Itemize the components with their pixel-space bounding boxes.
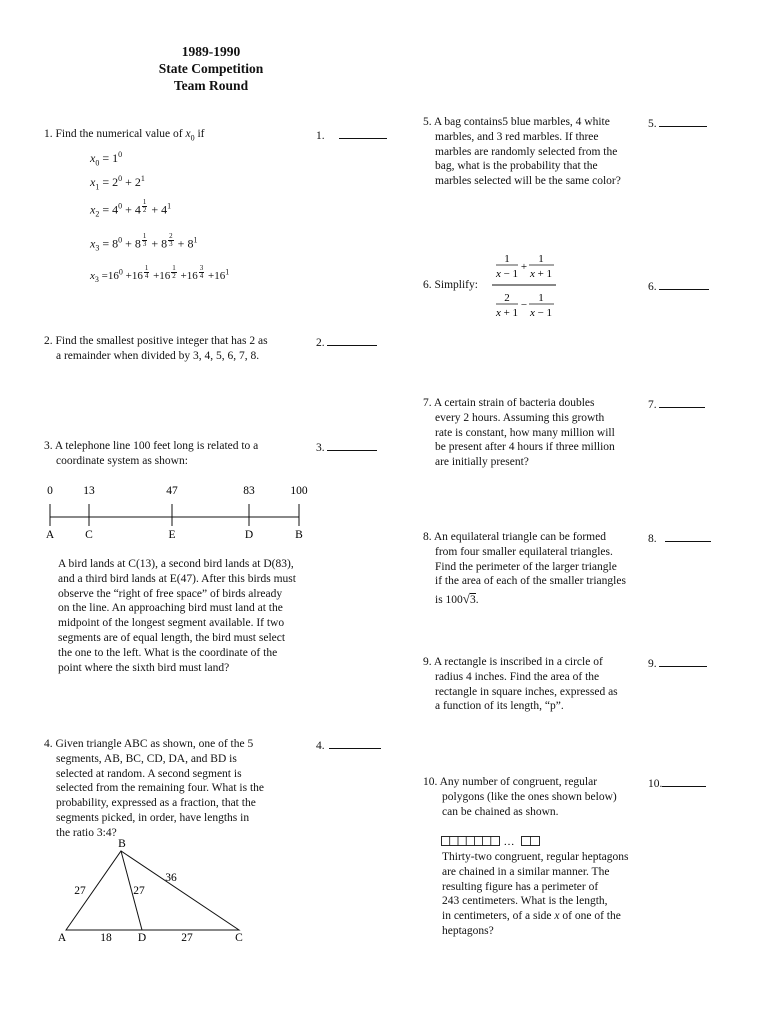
question-1: 1. Find the numerical value of $x_0$ if <box>44 128 205 143</box>
tick-label-13: 13 <box>83 485 95 497</box>
page-title <box>111 43 311 94</box>
svg-text:−: − <box>520 299 528 311</box>
chained-squares-figure <box>441 834 541 848</box>
question-4: 4. Given triangle ABC as shown, one of the 5 segments, AB, BC, CD, DA, and BD is selected at random. A second segment is selected from the remaining four. What is the probability, expressed as a fraction, that the segments picked, in order, have lengths in the ratio 3:4? <box>44 738 264 839</box>
chain-dots: … <box>503 836 515 848</box>
answer-1[interactable]: 1. <box>316 127 387 144</box>
length-ad: 18 <box>100 932 112 944</box>
question-5: 5. A bag contains5 blue marbles, 4 white marbles, and 3 red marbles. If three marbles are randomly selected from the bag, what is the probability that the marbles selected will be the same color? <box>423 116 621 188</box>
question-8: 8. An equilateral triangle can be formed from four smaller equilateral triangles. Find the perimeter of the larger triangle if the area of each of the smaller triangles is 100√3. <box>423 531 626 607</box>
vertex-c: C <box>235 932 243 944</box>
vertex-b: B <box>118 838 126 850</box>
equation-x0: $x_0 = 1^0$ <box>90 150 123 168</box>
equation-x3: $x_3 = 8^0 + 8$ $^{\frac{1}{3}}$ + 8 $^{\frac{2}{3}}$ + $8^1$ <box>90 232 198 253</box>
svg-text:x − 1: x − 1 <box>495 268 519 280</box>
title-competition: State Competition <box>158 61 264 76</box>
length-dc: 27 <box>181 932 193 944</box>
length-bc: 36 <box>165 872 177 884</box>
question-3-paragraph: A bird lands at C(13), a second bird lands at D(83), and a third bird lands at E(47). After this birds must observe the “right of free space” of birds already on the line. An approaching bird must land at the midpoint of the longest segment available. If two segments are of equal length, the bird must select the one to the left. What is the coordinate of the point where the sixth bird must land? <box>58 558 296 674</box>
question-7: 7. A certain strain of bacteria doubles every 2 hours. Assuming this growth rate is constant, how many million will be present after 4 hours if three million are initially present? <box>423 397 615 469</box>
tick-label-83: 83 <box>243 485 255 497</box>
question-3: 3. A telephone line 100 feet long is related to a coordinate system as shown: <box>44 440 259 467</box>
svg-text:1: 1 <box>504 253 510 265</box>
point-label-b: B <box>295 529 303 541</box>
equation-x2: $x_2 = 4^0 + 4$ $^{\frac{1}{2}}$ + $4^1$ <box>90 198 172 219</box>
answer-5[interactable]: 5. <box>648 115 707 132</box>
title-years: 1989-1990 <box>181 44 241 59</box>
number-line-ticks <box>50 504 299 526</box>
triangle-abc-diagram <box>50 838 260 948</box>
svg-text:+: + <box>520 261 528 273</box>
svg-text:1: 1 <box>538 253 544 265</box>
equation-x1: $x_1 = 2^0 + 2^1$ <box>90 174 145 192</box>
question-2: 2. Find the smallest positive integer that has 2 as a remainder when divided by 3, 4, 5, 6, 7, 8. <box>44 335 268 362</box>
point-label-d: D <box>244 529 254 541</box>
answer-7[interactable]: 7. <box>648 396 705 413</box>
svg-text:1: 1 <box>538 292 544 304</box>
title-round: Team Round <box>173 78 249 93</box>
point-label-e: E <box>168 529 176 541</box>
question-10: 10. Any number of congruent, regular polygons (like the ones shown below) can be chained as shown. <box>423 776 617 818</box>
point-label-c: C <box>85 529 93 541</box>
equation-x4: $x_3 =16^0 +16$ $^{\frac{1}{4}}$ +16 $^{\frac{1}{2}}$ +16 $^{\frac{3}{4}}$ $+16^1$ <box>90 264 230 285</box>
number-line-diagram <box>40 480 330 544</box>
vertex-d: D <box>137 932 147 944</box>
length-ab: 27 <box>74 885 86 897</box>
answer-2[interactable]: 2. <box>316 334 377 351</box>
answer-3[interactable]: 3. <box>316 439 377 456</box>
svg-text:x − 1: x − 1 <box>529 307 553 319</box>
svg-text:2: 2 <box>504 292 510 304</box>
vertex-a: A <box>57 932 67 944</box>
simplify-expression <box>488 246 563 326</box>
answer-8[interactable]: 8. <box>648 530 711 547</box>
answer-10[interactable]: 10. <box>648 775 706 792</box>
answer-9[interactable]: 9. <box>648 655 707 672</box>
answer-4[interactable]: 4. <box>316 737 381 754</box>
question-6: 6. Simplify: <box>423 279 478 291</box>
question-9: 9. A rectangle is inscribed in a circle of radius 4 inches. Find the area of the rectangle in square inches, expressed as a function of its length, “p”. <box>423 656 618 713</box>
tick-label-0: 0 <box>47 485 53 497</box>
svg-text:x + 1: x + 1 <box>495 307 519 319</box>
svg-text:x + 1: x + 1 <box>529 268 553 280</box>
answer-6[interactable]: 6. <box>648 278 709 295</box>
question-10-paragraph: Thirty-two congruent, regular heptagons are chained in a similar manner. The resulting figure has a perimeter of 243 centimeters. What is the length, in centimeters, of a side x of one of the heptagons? <box>442 851 629 937</box>
tick-label-47: 47 <box>166 485 178 497</box>
point-label-a: A <box>45 529 55 541</box>
length-bd: 27 <box>133 885 145 897</box>
tick-label-100: 100 <box>290 485 308 497</box>
